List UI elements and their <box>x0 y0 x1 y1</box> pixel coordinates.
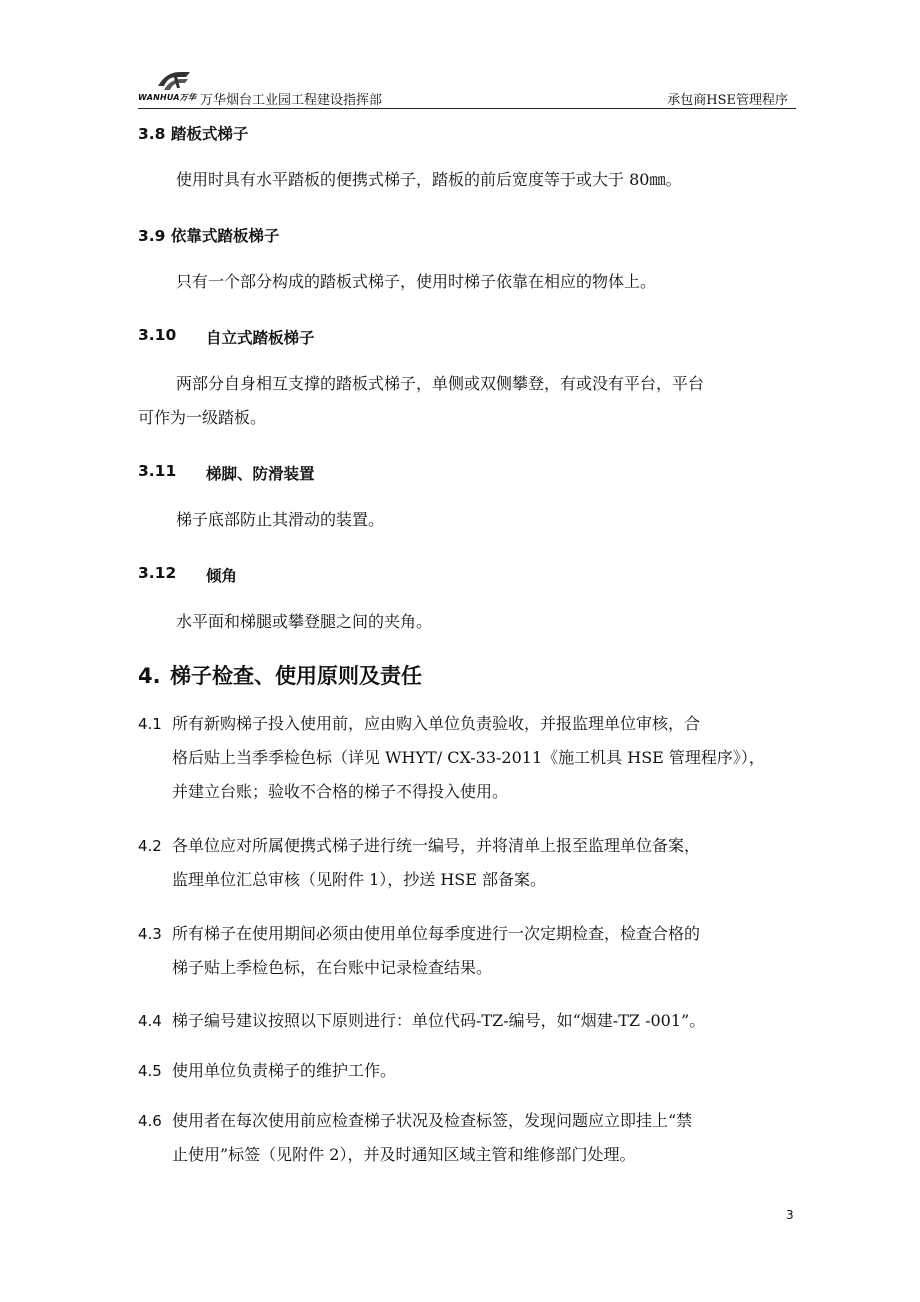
item-line: 梯子编号建议按照以下原则进行：单位代码-TZ-编号，如“烟建-TZ -001”。 <box>172 1011 706 1030</box>
section-heading-3-10 <box>138 326 315 347</box>
item-text <box>172 829 798 897</box>
section-number: 3.8 <box>138 125 166 143</box>
item-line: 各单位应对所属便携式梯子进行统一编号，并将清单上报至监理单位备案， <box>172 836 701 855</box>
wanhua-logo-icon <box>156 68 192 92</box>
item-line: 梯子贴上季检色标，在台账中记录检查结果。 <box>172 958 493 977</box>
logo-text: WANHUA万华 <box>138 93 197 102</box>
section-heading-3-12 <box>138 564 238 585</box>
item-line: 格后贴上当季季检色标（详见 WHYT/ CX-33-2011《施工机具 HSE 管理程序》）， <box>172 748 765 767</box>
item-number: 4.2 <box>138 837 162 855</box>
chapter-title: 梯子检查、使用原则及责任 <box>170 664 422 688</box>
item-line: 监理单位汇总审核（见附件 1），抄送 HSE 部备案。 <box>172 870 547 889</box>
chapter-number: 4. <box>138 664 161 688</box>
section-number: 3.9 <box>138 227 166 245</box>
header-organization: 万华烟台工业园工程建设指挥部 <box>200 93 383 108</box>
item-text <box>172 707 798 809</box>
section-heading-3-11 <box>138 462 315 483</box>
chapter-heading-4 <box>138 660 422 690</box>
section-body-3-9: 只有一个部分构成的踏板式梯子，使用时梯子依靠在相应的物体上。 <box>176 272 657 291</box>
page-number: 3 <box>786 1208 794 1222</box>
item-line: 止使用”标签（见附件 2），并及时通知区域主管和维修部门处理。 <box>172 1145 636 1164</box>
section-heading-3-9 <box>138 224 279 246</box>
item-text <box>172 917 798 985</box>
item-line: 并建立台账；验收不合格的梯子不得投入使用。 <box>172 782 509 801</box>
section-title: 依靠式踏板梯子 <box>170 227 280 245</box>
item-number: 4.3 <box>138 925 162 943</box>
section-title: 倾角 <box>206 567 238 585</box>
section-title: 梯脚、防滑装置 <box>206 465 315 483</box>
item-text <box>172 1104 798 1172</box>
section-body-3-12: 水平面和梯腿或攀登腿之间的夹角。 <box>176 612 433 631</box>
item-number: 4.5 <box>138 1062 162 1080</box>
section-body-3-10 <box>138 367 798 435</box>
item-number: 4.4 <box>138 1012 162 1030</box>
section-number: 3.12 <box>138 564 177 582</box>
item-line: 使用单位负责梯子的维护工作。 <box>172 1061 397 1080</box>
header-document-title: 承包商HSE管理程序 <box>667 93 788 108</box>
section-title: 踏板式梯子 <box>170 125 249 143</box>
section-body-3-8: 使用时具有水平踏板的便携式梯子，踏板的前后宽度等于或大于 80㎜。 <box>176 170 682 189</box>
section-body-3-11: 梯子底部防止其滑动的装置。 <box>176 510 385 529</box>
item-number: 4.6 <box>138 1112 162 1130</box>
item-text <box>172 1054 798 1088</box>
item-text <box>172 1004 798 1038</box>
section-title: 自立式踏板梯子 <box>206 329 315 347</box>
body-line: 两部分自身相互支撑的踏板式梯子，单侧或双侧攀登，有或没有平台，平台 <box>176 374 705 393</box>
wanhua-logo <box>138 68 200 106</box>
section-number: 3.11 <box>138 462 177 480</box>
item-line: 所有梯子在使用期间必须由使用单位每季度进行一次定期检查，检查合格的 <box>172 924 701 943</box>
section-heading-3-8 <box>138 122 248 144</box>
page-header <box>138 68 796 109</box>
item-line: 所有新购梯子投入使用前，应由购入单位负责验收，并报监理单位审核，合 <box>172 714 701 733</box>
section-number: 3.10 <box>138 326 177 344</box>
item-number: 4.1 <box>138 715 162 733</box>
item-line: 使用者在每次使用前应检查梯子状况及检查标签，发现问题应立即挂上“禁 <box>172 1111 693 1130</box>
body-line: 可作为一级踏板。 <box>138 408 267 427</box>
